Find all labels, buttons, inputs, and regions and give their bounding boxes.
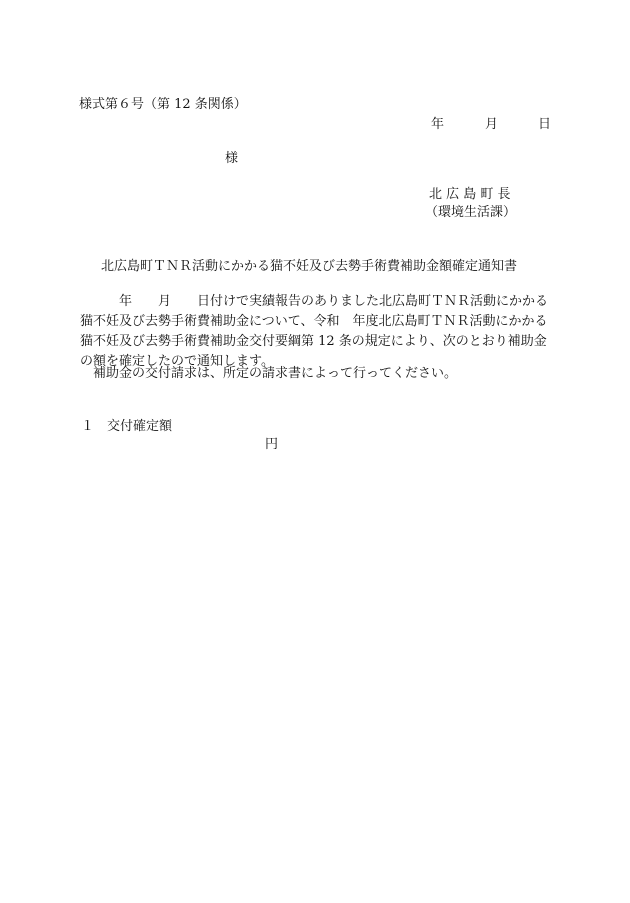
issuer-name: 北 広 島 町 長 bbox=[429, 187, 511, 202]
date-month-unit: 月 bbox=[485, 117, 499, 132]
item-1-label: １ 交付確定額 bbox=[81, 419, 173, 434]
body-paragraph-2: 補助金の交付請求は、所定の請求書によって行ってください。 bbox=[80, 366, 458, 381]
issuer-department: （環境生活課） bbox=[425, 205, 517, 220]
form-number-label: 様式第６号（第 12 条関係） bbox=[79, 97, 247, 112]
document-title: 北広島町ＴＮＲ活動にかかる猫不妊及び去勢手術費補助金額確定通知書 bbox=[101, 259, 518, 274]
body-paragraph-1: 年 月 日付けで実績報告のありました北広島町ＴＮＲ活動にかかる猫不妊及び去勢手術費補助金について、令和 年度北広島町ＴＮＲ活動にかかる猫不妊及び去勢手術費補助金交付要綱第 12 条の規定により、次のとおり補助金の額を確定したので通知します。 bbox=[80, 294, 549, 369]
addressee-suffix: 様 bbox=[225, 151, 239, 166]
date-day-unit: 日 bbox=[538, 117, 552, 132]
date-year-unit: 年 bbox=[431, 117, 445, 132]
item-1-unit: 円 bbox=[265, 437, 279, 452]
